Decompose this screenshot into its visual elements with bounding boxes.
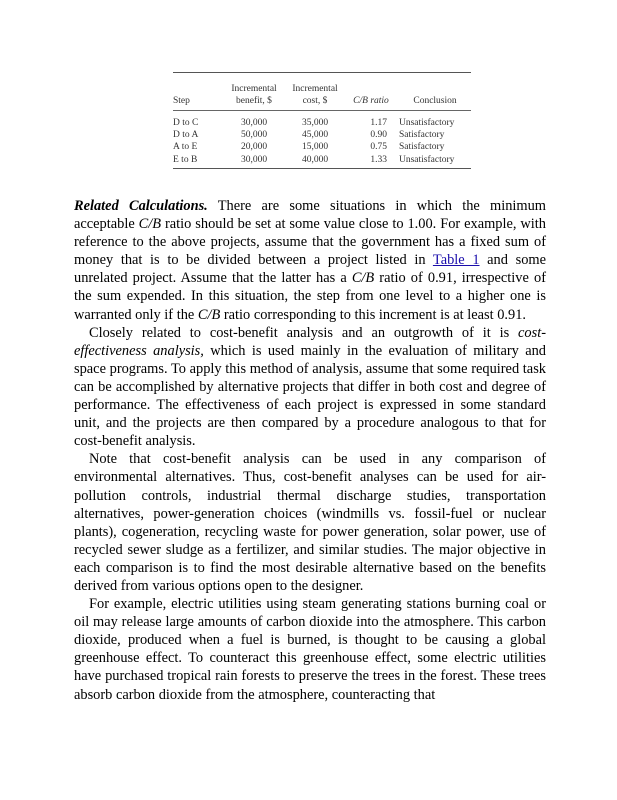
cb-term: C/B — [351, 270, 375, 287]
paragraph-text: ratio of 0.91, irrespective of the sum expended. In this situation, the step from one level to a higher one is warranted only if the — [74, 270, 546, 323]
cell-conclusion: Satisfactory — [399, 130, 445, 141]
cb-term: C/B — [197, 306, 221, 323]
cell-conclusion: Unsatisfactory — [399, 154, 455, 165]
cell-benefit: 20,000 — [240, 142, 268, 153]
cell-ratio: 1.33 — [370, 154, 387, 165]
cell-ratio: 1.17 — [370, 118, 387, 128]
cell-step: E to B — [173, 154, 198, 165]
paragraph-lead-heading: Related Calculations. — [74, 198, 208, 214]
cell-benefit: 50,000 — [240, 130, 268, 141]
table-1-link[interactable]: Table 1 — [432, 252, 480, 269]
cost-effectiveness-term: cost-effectiveness analysis, — [74, 324, 546, 359]
paragraph-related-calculations — [74, 197, 546, 324]
header-step: Step — [173, 95, 190, 106]
cell-benefit: 30,000 — [240, 118, 268, 128]
table-row — [173, 154, 471, 169]
header-cb-ratio-text: C/B ratio — [353, 95, 389, 106]
paragraph-text: Closely related to cost-benefit analysis and an outgrowth of it is — [89, 324, 519, 341]
paragraph-text: There are some situations in which the minimum acceptable — [74, 198, 546, 233]
cell-conclusion: Unsatisfactory — [399, 118, 455, 128]
cost-benefit-table — [173, 72, 471, 169]
cell-step: D to A — [173, 130, 199, 141]
header-incremental-benefit — [225, 73, 283, 111]
paragraph-text: and some unrelated project. Assume that the latter has a — [74, 252, 546, 287]
table-header-row — [173, 73, 471, 111]
cell-step: D to C — [173, 118, 199, 128]
paragraph-text: ratio should be set at some value close to 1.00. For example, with reference to the above projects, assume that the government has a fixed sum of money that is to be divided between a project listed in — [74, 216, 546, 269]
table-row — [173, 111, 471, 130]
paragraph-cost-effectiveness — [74, 324, 546, 451]
header-conclusion: Conclusion — [413, 95, 457, 106]
paragraph-electric-utilities-example: For example, electric utilities using steam generating stations burning coal or oil may release large amounts of carbon dioxide into the atmosphere. This carbon dioxide, produced when a fuel is burned, is thought to be causing a global greenhouse effect. To counteract this greenhouse effect, some electric utilities have purchased tropical rain forests to preserve the trees in the forest. These trees absorb carbon dioxide from the atmosphere, counteracting that — [74, 596, 546, 703]
cell-cost: 15,000 — [301, 142, 329, 153]
cell-cost: 35,000 — [301, 118, 329, 128]
body-text — [74, 197, 546, 704]
cell-ratio: 0.90 — [370, 130, 387, 141]
header-benefit-line1: Incremental — [231, 84, 277, 94]
cell-cost: 40,000 — [301, 154, 329, 165]
header-cost-line1: Incremental — [292, 84, 338, 94]
paragraph-text: ratio corresponding to this increment is at least 0.91. — [220, 306, 526, 323]
paragraph-text: which is used mainly in the evaluation of military and space programs. To apply this method of analysis, assume that some required task can be accomplished by alternative projects that differ in both cost and degree of performance. The effectiveness of each project is expressed in some standard unit, and the projects are then compared by a procedure analogous to that for cost-benefit analysis. — [74, 342, 547, 450]
table-row — [173, 129, 471, 141]
cb-term: C/B — [138, 216, 162, 233]
cell-ratio: 0.75 — [370, 142, 387, 153]
cell-step: A to E — [173, 142, 198, 153]
header-cb-ratio — [347, 73, 395, 111]
cost-benefit-table-container — [173, 72, 467, 169]
cell-cost: 45,000 — [301, 130, 329, 141]
header-benefit-line2: benefit, $ — [236, 95, 272, 106]
cell-conclusion: Satisfactory — [399, 142, 445, 153]
paragraph-environmental-alternatives: Note that cost-benefit analysis can be used in any comparison of environmental alternatives. Thus, cost-benefit analyses can be used for air-pollution controls, industrial thermal discharge studies, transportation alternatives, power-generation choices (windmills vs. fossil-fuel or nuclear plants), cogeneration, recycling waste for power generation, solar power, use of recycled sewer sludge as a fertilizer, and similar studies. The major objective in each comparison is to find the most desirable alternative based on the benefits derived from various options open to the designer. — [74, 451, 546, 594]
header-incremental-cost — [283, 73, 347, 111]
table-row — [173, 141, 471, 153]
header-cost-line2: cost, $ — [302, 95, 328, 106]
cell-benefit: 30,000 — [240, 154, 268, 165]
